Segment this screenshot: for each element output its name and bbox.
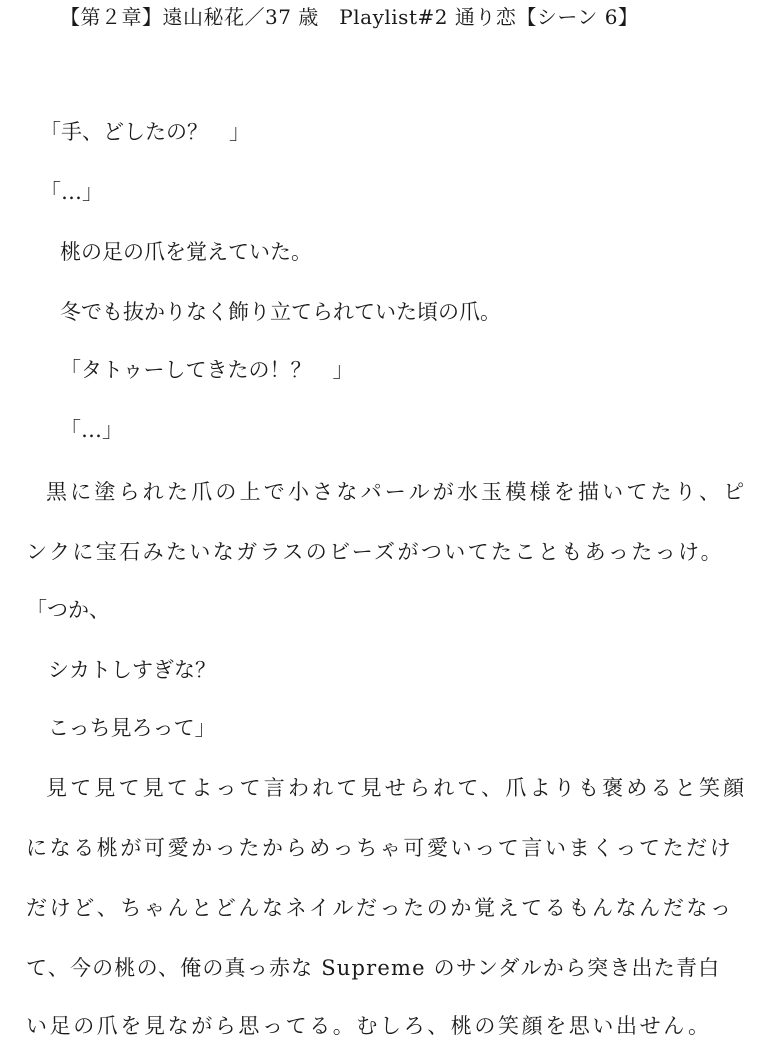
paragraph-line: 黒に塗られた爪の上で小さなパールが水玉模様を描いてたり、ピ	[46, 480, 748, 504]
chapter-header: 【第２章】遠山秘花／37 歳 Playlist#2 通り恋【シーン 6】	[60, 5, 639, 29]
paragraph-line: 見て見て見てよって言われて見せられて、爪よりも褒めると笑顔	[46, 776, 748, 800]
dialogue-line: 「…」	[40, 180, 103, 204]
paragraph-line: て、今の桃の、俺の真っ赤な Supreme のサンダルから突き出た青白	[26, 956, 721, 980]
narration-line: 冬でも抜かりなく飾り立てられていた頃の爪。	[60, 300, 501, 324]
narration-line: 桃の足の爪を覚えていた。	[60, 240, 312, 264]
dialogue-line: 「手、どしたの？ 」	[40, 120, 250, 144]
paragraph-line: い足の爪を見ながら思ってる。むしろ、桃の笑顔を思い出せん。	[26, 1014, 712, 1038]
paragraph-line: ンクに宝石みたいなガラスのビーズがついてたこともあったっけ。	[26, 540, 725, 564]
dialogue-line: こっち見ろって」	[48, 716, 216, 740]
dialogue-line: 「タトゥーしてきたの！？ 」	[60, 358, 354, 382]
dialogue-line: 「…」	[60, 418, 123, 442]
paragraph-line: になる桃が可愛かったからめっちゃ可愛いって言いまくってただけ	[26, 836, 734, 860]
dialogue-line: シカトしすぎな？	[48, 658, 216, 682]
dialogue-line: 「つか、	[26, 598, 110, 622]
paragraph-line: だけど、ちゃんとどんなネイルだったのか覚えてるもんなんだなっ	[26, 896, 734, 920]
